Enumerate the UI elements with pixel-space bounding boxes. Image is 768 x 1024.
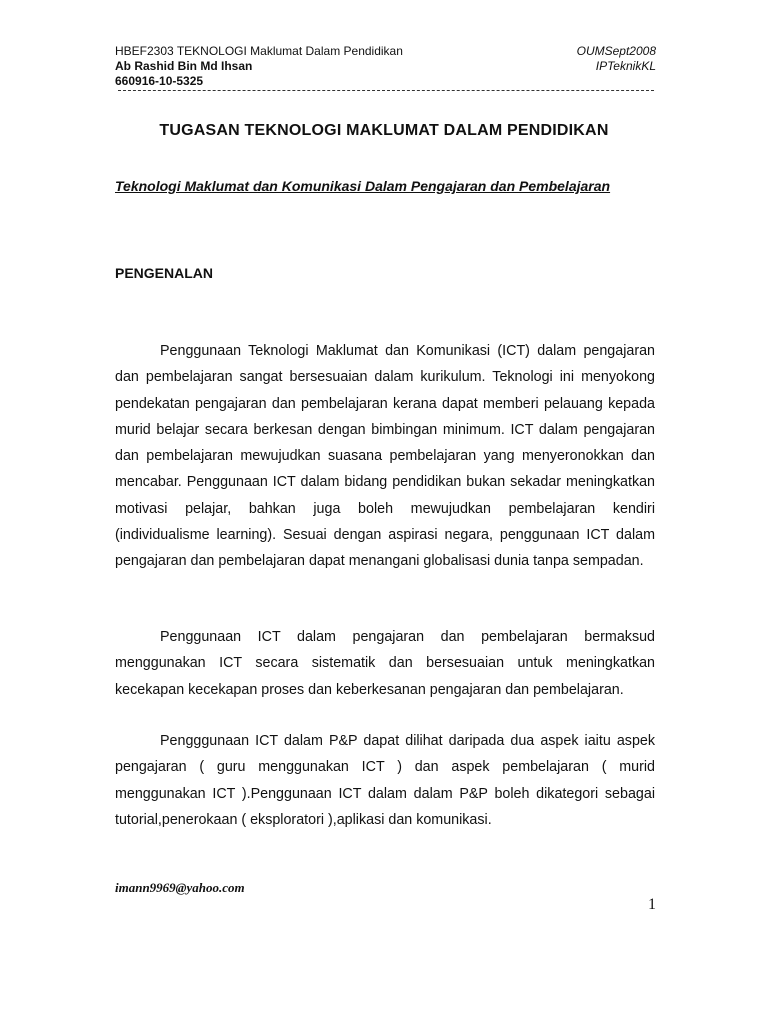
document-title: TUGASAN TEKNOLOGI MAKLUMAT DALAM PENDIDIKAN (159, 122, 609, 139)
header-divider (118, 90, 654, 91)
paragraph-1 (115, 338, 655, 575)
footer-email: imann9969@yahoo.com (115, 880, 245, 895)
paragraph-2 (115, 624, 655, 703)
course-line: HBEF2303 TEKNOLOGI Maklumat Dalam Pendidikan (115, 44, 403, 58)
semester-label: OUMSept2008 (576, 44, 656, 58)
paragraph-1-text: Penggunaan Teknologi Maklumat dan Komunikasi (ICT) dalam pengajaran dan pembelajaran sangat bersesuaian dalam kurikulum. Teknologi ini menyokong pendekatan pengajaran dan pembelajaran kerana dapat memberi pelauang kepada murid belajar secara berkesan dengan bimbingan minimum. ICT dalam pengajaran dan pembelajaran mewujudkan suasana pembelajaran yang menyeronokkan dan mencabar. Penggunaan ICT dalam bidang pendidikan bukan sekadar meningkatkan motivasi pelajar, bahkan juga boleh mewujudkan pembelajaran kendiri (individualisme learning). Sesuai dengan aspirasi negara, penggunaan ICT dalam pengajaran dan pembelajaran dapat menangani globalisasi dunia tanpa sempadan. (115, 343, 655, 570)
paragraph-2-text: Penggunaan ICT dalam pengajaran dan pembelajaran bermaksud menggunakan ICT secara sistematik dan bersesuaian untuk meningkatkan kecekapan kecekapan proses dan keberkesanan pengajaran dan pembelajaran. (115, 629, 655, 698)
student-name: Ab Rashid Bin Md Ihsan (115, 59, 253, 73)
paragraph-3-text: Pengggunaan ICT dalam P&P dapat dilihat daripada dua aspek iaitu aspek pengajaran ( guru menggunakan ICT ) dan aspek pembelajaran ( murid menggunakan ICT ).Penggunaan ICT dalam dalam P&P boleh dikategori sebagai tutorial,penerokaan ( eksploratori ),aplikasi dan komunikasi. (115, 733, 655, 828)
page-number: 1 (648, 896, 656, 913)
header-right (577, 44, 656, 74)
document-subtitle: Teknologi Maklumat dan Komunikasi Dalam Pengajaran dan Pembelajaran (115, 178, 611, 194)
paragraph-3 (115, 728, 655, 833)
section-heading: PENGENALAN (115, 265, 214, 281)
header-left (115, 44, 403, 89)
student-id: 660916-10-5325 (115, 74, 204, 88)
center-label: IPTeknikKL (595, 59, 656, 73)
